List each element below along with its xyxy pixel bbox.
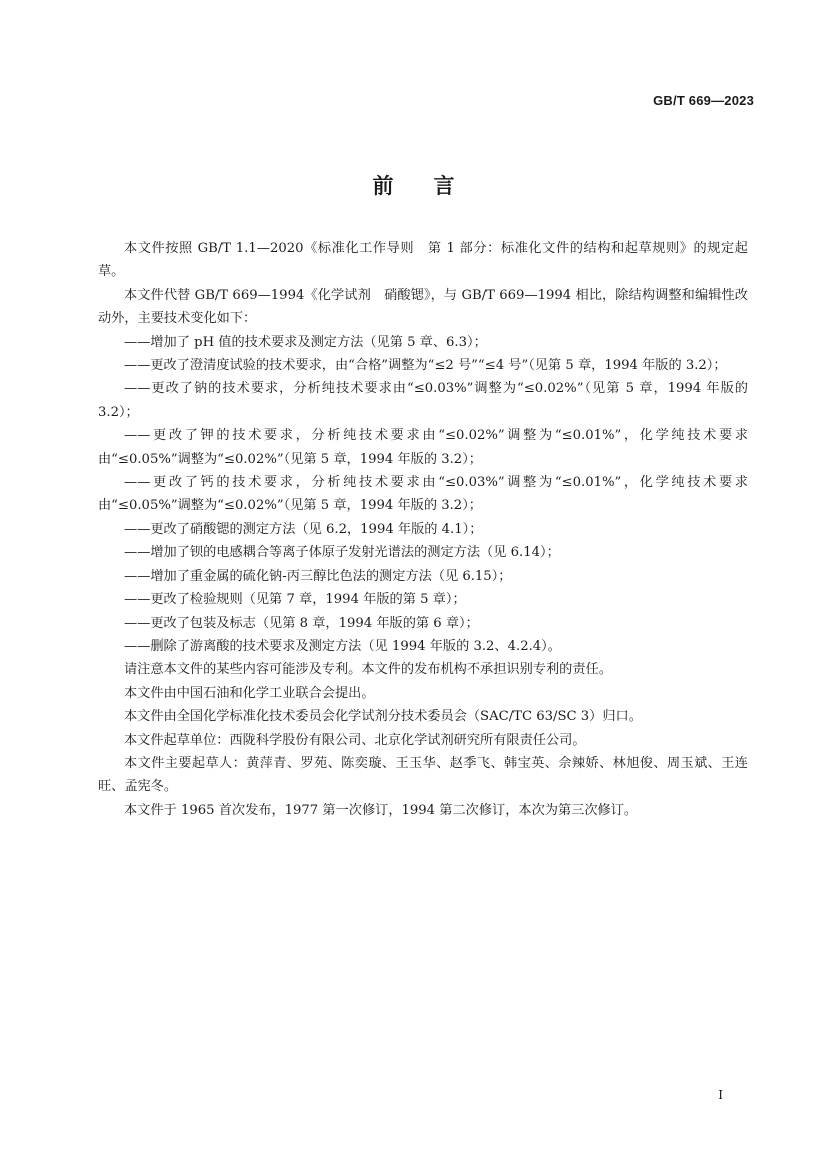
list-item: ——增加了钡的电感耦合等离子体原子发射光谱法的测定方法（见 6.14）； (124, 545, 560, 561)
page-number: I (718, 1088, 723, 1102)
standard-number: GB/T 669—2023 (653, 93, 754, 108)
paragraph-drafters: 本文件主要起草人：黄萍青、罗苑、陈奕璇、王玉华、赵季飞、韩宝英、佘辣娇、林旭俊、周玉斌、王连旺、孟宪冬。 (98, 755, 748, 795)
paragraph-patent-notice: 请注意本文件的某些内容可能涉及专利。本文件的发布机构不承担识别专利的责任。 (124, 662, 612, 678)
list-item: ——删除了游离酸的技术要求及测定方法（见 1994 年版的 3.2、4.2.4）。 (124, 638, 561, 654)
paragraph-drafting-basis: 本文件按照 GB/T 1.1—2020《标准化工作导则 第 1 部分：标准化文件的结构和起草规则》的规定起草。 (98, 241, 748, 280)
list-item: ——更改了硝酸锶的测定方法（见 6.2，1994 年版的 4.1）； (124, 521, 483, 537)
list-item: ——更改了钙的技术要求，分析纯技术要求由“≤0.03%”调整为“≤0.01%”，化学纯技术要求由“≤0.05%”调整为“≤0.02%”（见第 5 章，1994 年版的 3.2）； (98, 475, 748, 514)
page-title: 前言 (372, 174, 495, 198)
foreword-body (98, 237, 748, 822)
paragraph-committee: 本文件由全国化学标准化技术委员会化学试剂分技术委员会（SAC/TC 63/SC 3）归口。 (124, 709, 642, 725)
paragraph-proposer: 本文件由中国石油和化学工业联合会提出。 (124, 685, 375, 701)
list-item: ——更改了钠的技术要求，分析纯技术要求由“≤0.03%”调整为“≤0.02%”（见第 5 章，1994 年版的 3.2）； (98, 381, 748, 420)
list-item: ——更改了澄清度试验的技术要求，由“合格”调整为“≤2 号”“≤4 号”（见第 5 章，1994 年版的 3.2）； (124, 358, 727, 374)
list-item: ——更改了包装及标志（见第 8 章，1994 年版的第 6 章）； (124, 615, 479, 631)
paragraph-history: 本文件于 1965 首次发布，1977 第一次修订，1994 第二次修订，本次为第三次修订。 (124, 802, 638, 818)
paragraph-replacement: 本文件代替 GB/T 669—1994《化学试剂 硝酸锶》，与 GB/T 669—1994 相比，除结构调整和编辑性改动外，主要技术变化如下： (98, 287, 748, 327)
list-item: ——增加了 pH 值的技术要求及测定方法（见第 5 章、6.3）； (124, 334, 487, 350)
technical-changes-list (98, 331, 748, 659)
list-item: ——更改了检验规则（见第 7 章，1994 年版的第 5 章）； (124, 592, 466, 608)
list-item: ——更改了钾的技术要求，分析纯技术要求由“≤0.02%”调整为“≤0.01%”，化学纯技术要求由“≤0.05%”调整为“≤0.02%”（见第 5 章，1994 年版的 3.2）； (98, 428, 748, 467)
list-item: ——增加了重金属的硫化钠-丙三醇比色法的测定方法（见 6.15）； (124, 568, 512, 584)
paragraph-drafting-units: 本文件起草单位：西陇科学股份有限公司、北京化学试剂研究所有限责任公司。 (124, 732, 586, 748)
